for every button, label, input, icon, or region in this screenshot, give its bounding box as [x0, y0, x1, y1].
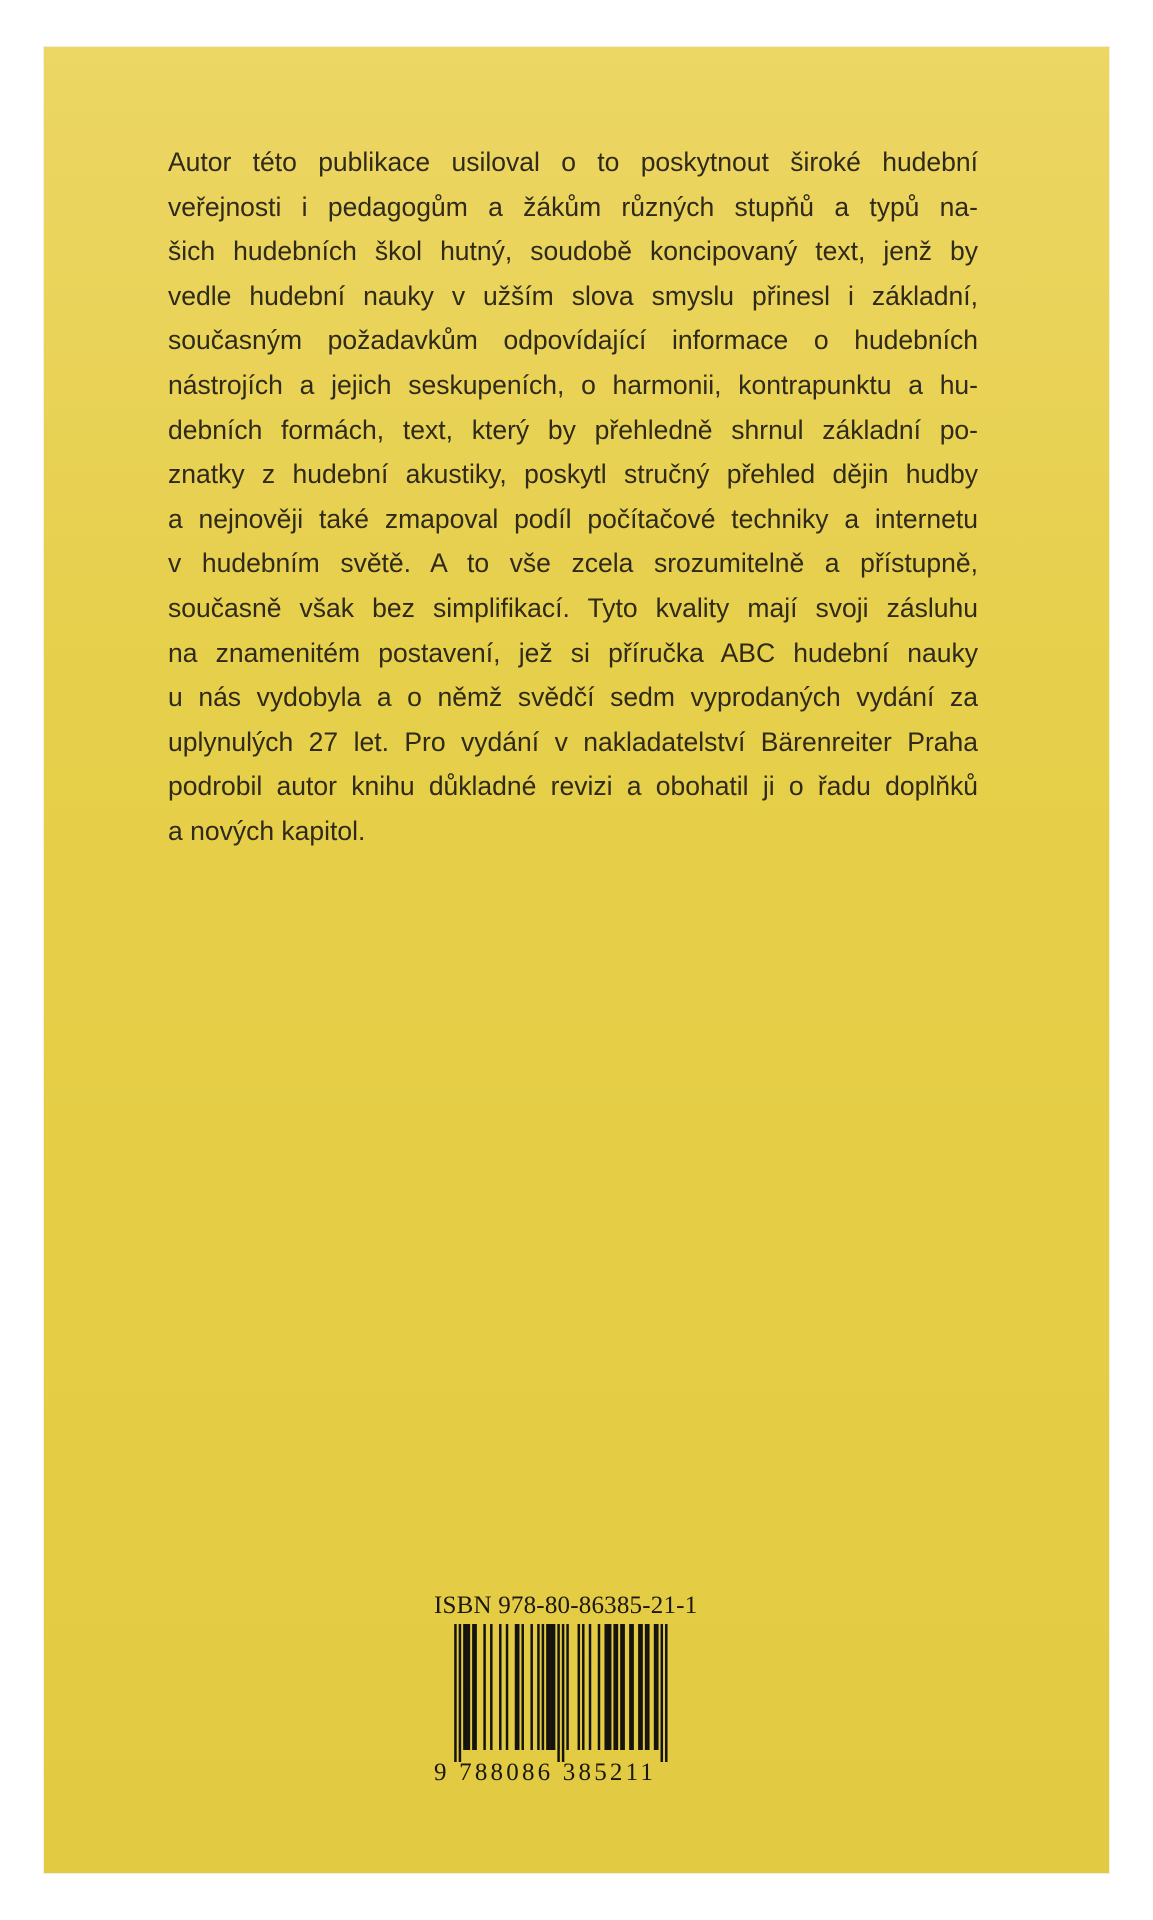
barcode-bar: [537, 1624, 539, 1750]
barcode-bar: [589, 1624, 591, 1750]
barcode-bar: [506, 1624, 508, 1750]
barcode-bar: [483, 1624, 485, 1750]
barcode-digits: 9 788086 385211: [434, 1759, 657, 1786]
barcode-bar: [607, 1624, 609, 1750]
barcode-bar: [468, 1624, 470, 1750]
barcode-bar: [546, 1624, 548, 1750]
barcode-bar: [616, 1624, 618, 1750]
barcode-bar: [654, 1624, 656, 1750]
barcode-bar: [640, 1624, 642, 1750]
barcode-bar: [620, 1624, 622, 1750]
blurb-line: Autor této publikace usiloval o to poskytnout široké hudební: [168, 147, 978, 177]
barcode-bar: [465, 1624, 467, 1750]
blurb-line: nástrojích a jejich seskupeních, o harmonii, kontrapunktu a hu-: [168, 369, 978, 400]
blurb-line: a nejnověji také zmapoval podíl počítačové techniky a internetu: [168, 503, 978, 534]
barcode-guard-bar: [557, 1624, 559, 1762]
blurb-line: podrobil autor knihu důkladné revizi a obohatil ji o řadu doplňků: [168, 771, 978, 802]
blurb-line: veřejnosti i pedagogům a žákům různých stupňů a typů na-: [168, 191, 978, 222]
barcode-bar: [622, 1624, 624, 1750]
barcode-guard-bar: [661, 1624, 663, 1762]
barcode-bar: [598, 1624, 600, 1750]
barcode-guard-bar: [454, 1624, 456, 1762]
blurb-line: současně však bez simplifikací. Tyto kvality mají svoji zásluhu: [168, 592, 978, 623]
barcode-image: [434, 1624, 674, 1762]
barcode-bar: [521, 1624, 523, 1750]
barcode-bar: [647, 1624, 649, 1750]
isbn-block: [434, 1592, 698, 1786]
barcode-bar: [553, 1624, 555, 1750]
barcode-bar: [609, 1624, 611, 1750]
barcode-bar: [613, 1624, 615, 1750]
barcode-bar: [517, 1624, 519, 1750]
barcode-guard-bar: [665, 1624, 667, 1762]
barcode-bar: [629, 1624, 631, 1750]
blurb-line: současným požadavkům odpovídající informace o hudebních: [168, 325, 978, 356]
barcode-bar: [530, 1624, 532, 1750]
barcode-bar: [656, 1624, 658, 1750]
blurb-line: uplynulých 27 let. Pro vydání v nakladatelství Bärenreiter Praha: [168, 726, 978, 757]
barcode-bar: [472, 1624, 474, 1750]
cover-blurb: [168, 140, 978, 854]
barcode-bar: [474, 1624, 476, 1750]
blurb-line: v hudebním světě. A to vše zcela srozumitelně a přístupně,: [168, 548, 978, 579]
barcode-bar: [638, 1624, 640, 1750]
blurb-line: a nových kapitol.: [168, 815, 366, 846]
barcode-bar: [551, 1624, 553, 1750]
barcode-bar: [582, 1624, 584, 1750]
barcode-bar: [631, 1624, 633, 1750]
barcode-bar: [542, 1624, 544, 1750]
barcode-guard-bar: [562, 1624, 564, 1762]
blurb-line: šich hudebních škol hutný, soudobě koncipovaný text, jenž by: [168, 236, 978, 267]
barcode-guard-bar: [459, 1624, 461, 1762]
blurb-line: vedle hudební nauky v užším slova smyslu přinesl i základní,: [168, 280, 978, 311]
barcode-bar: [578, 1624, 580, 1750]
blurb-line: na znamenitém postavení, jež si příručka ABC hudební nauky: [168, 637, 978, 668]
blurb-line: debních formách, text, který by přehledně shrnul základní po-: [168, 414, 978, 445]
barcode-bar: [566, 1624, 568, 1750]
barcode-bar: [604, 1624, 606, 1750]
blurb-line: u nás vydobyla a o němž svědčí sedm vyprodaných vydání za: [168, 682, 978, 713]
barcode-bar: [490, 1624, 492, 1750]
barcode-bar: [463, 1624, 465, 1750]
blurb-line: znatky z hudební akustiky, poskytl stručný přehled dějin hudby: [168, 459, 978, 490]
barcode-bar: [645, 1624, 647, 1750]
isbn-label: ISBN 978-80-86385-21-1: [434, 1592, 698, 1619]
barcode-bar: [515, 1624, 517, 1750]
barcode-bar: [548, 1624, 550, 1750]
barcode-bar: [499, 1624, 501, 1750]
